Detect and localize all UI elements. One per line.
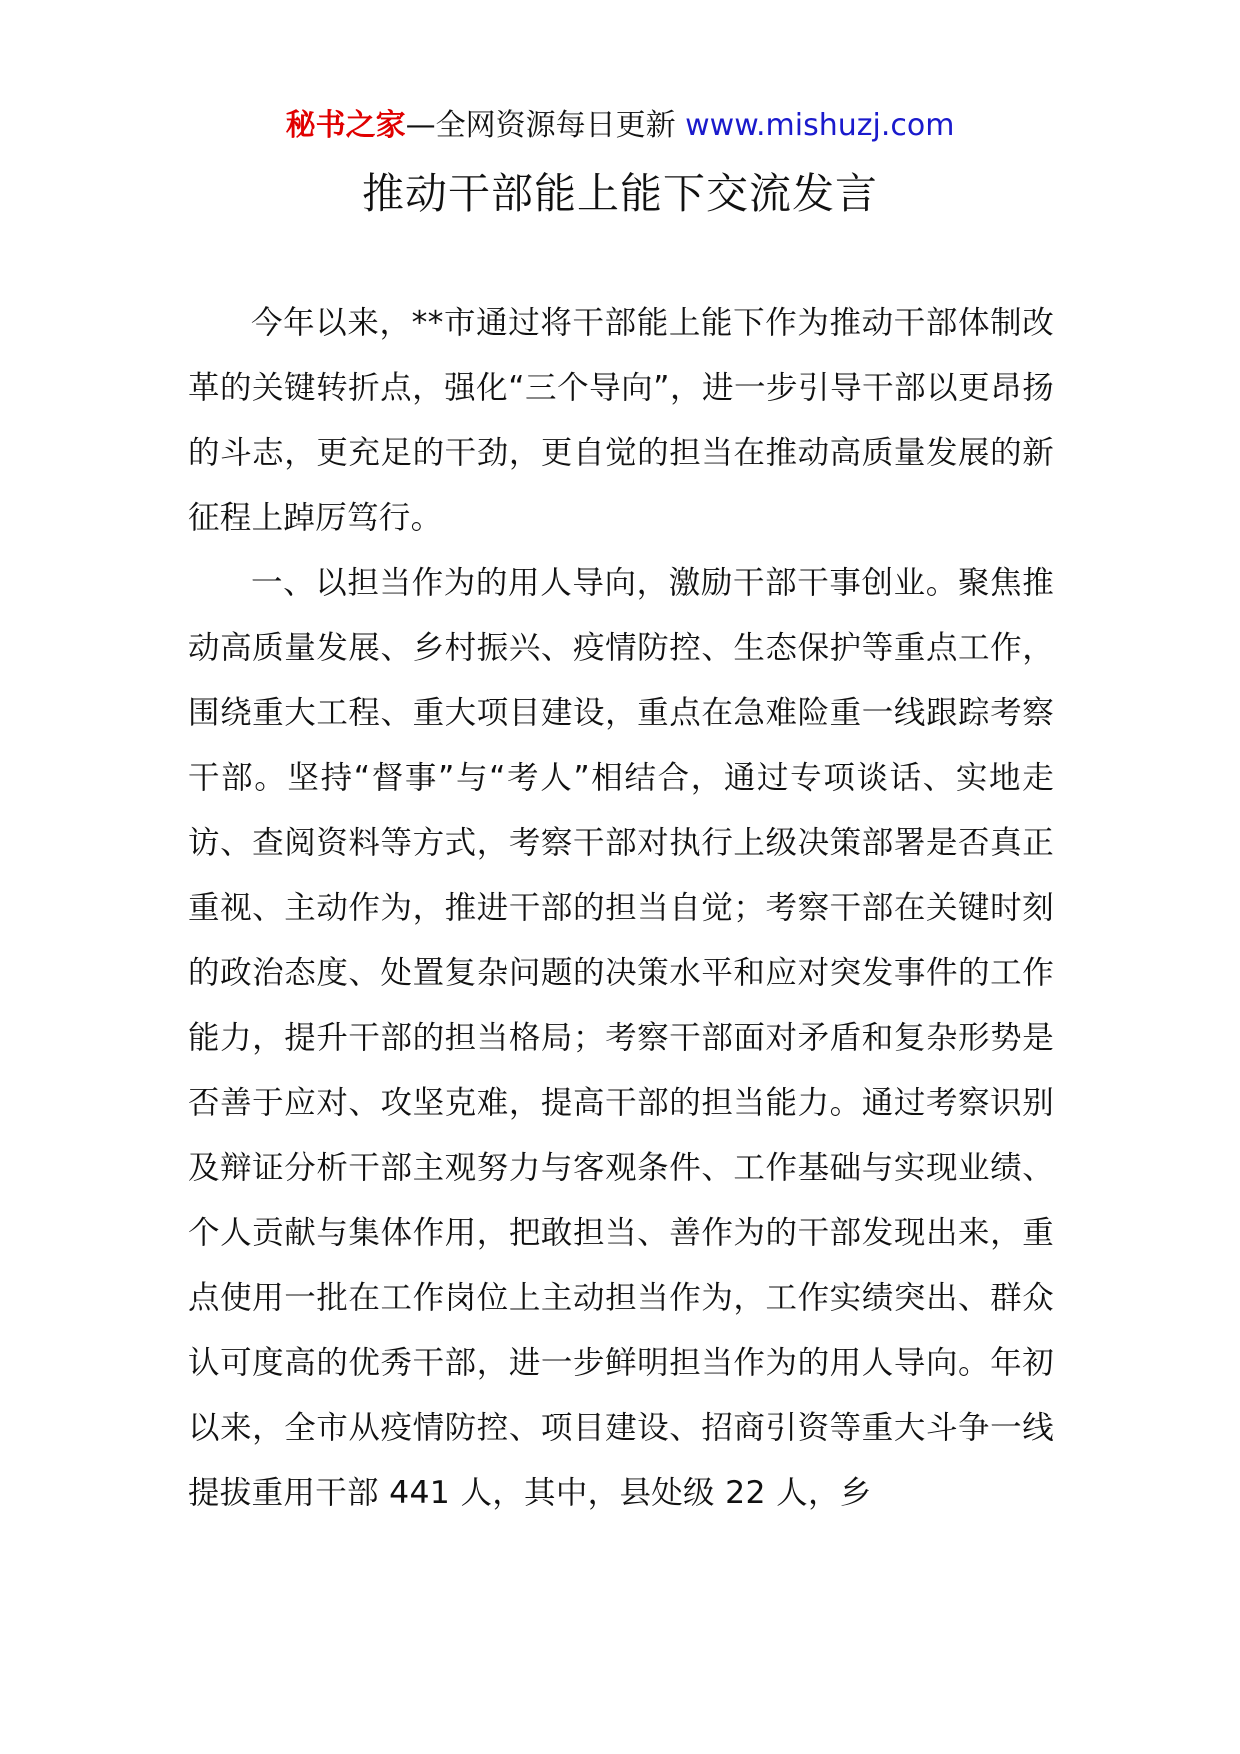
site-url-link[interactable]: www.mishuzj.com [685,108,955,143]
section-1-heading: 一、以担当作为的用人导向，激励干部干事创业。 [251,565,958,601]
header-tagline: —全网资源每日更新 [405,108,676,143]
paragraph-intro-text: 今年以来，**市通过将干部能上能下作为推动干部体制改革的关键转折点，强化“三个导向”，进一步引导干部以更昂扬的斗志，更充足的干劲，更自觉的担当在推动高质量发展的新征程上踔厉笃行。 [188,305,1054,536]
paragraph-intro [188,291,1054,551]
site-header-banner [0,104,1240,148]
paragraph-section-1 [188,551,1054,1526]
document-title: 推动干部能上能下交流发言 [361,169,878,218]
document-body [188,291,1054,1526]
section-1-text: 聚焦推动高质量发展、乡村振兴、疫情防控、生态保护等重点工作，围绕重大工程、重大项目建设，重点在急难险重一线跟踪考察干部。坚持“督事”与“考人”相结合，通过专项谈话、实地走访、查阅资料等方式，考察干部对执行上级决策部署是否真正重视、主动作为，推进干部的担当自觉；考察干部在关键时刻的政治态度、处置复杂问题的决策水平和应对突发事件的工作能力，提升干部的担当格局；考察干部面对矛盾和复杂形势是否善于应对、攻坚克难，提高干部的担当能力。通过考察识别及辩证分析干部主观努力与客观条件、工作基础与实现业绩、个人贡献与集体作用，把敢担当、善作为的干部发现出来，重点使用一批在工作岗位上主动担当作为，工作实绩突出、群众认可度高的优秀干部，进一步鲜明担当作为的用人导向。年初以来，全市从疫情防控、项目建设、招商引资等重大斗争一线提拔重用干部 441 人，其中，县处级 22 人，乡 [188,565,1054,1511]
brand-name: 秘书之家 [285,108,406,143]
